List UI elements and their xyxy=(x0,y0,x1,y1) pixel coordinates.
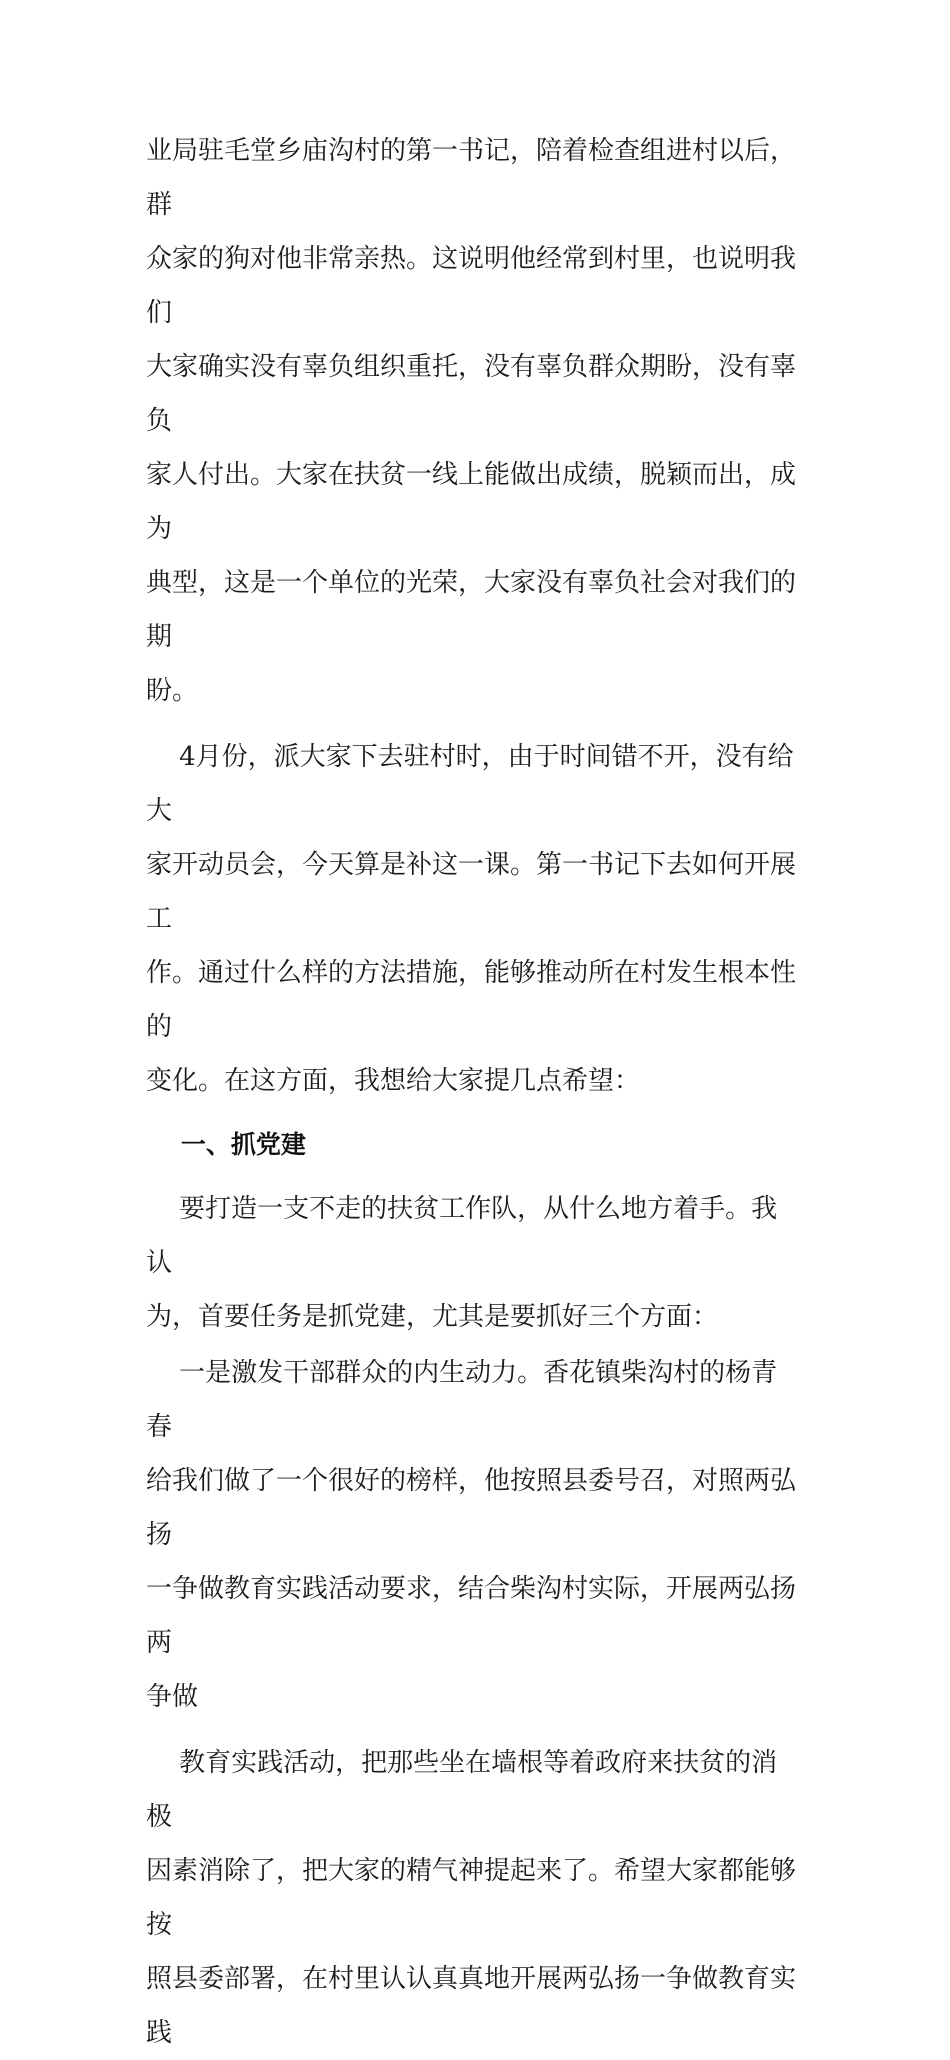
text-line: 众家的狗对他非常亲热。这说明他经常到村里，也说明我们 xyxy=(146,244,797,328)
text-line: 一是激发干部群众的内生动力。香花镇柴沟村的杨青春 xyxy=(146,1358,778,1442)
text-line: 典型，这是一个单位的光荣，大家没有辜负社会对我们的期 xyxy=(146,568,797,652)
text-line: 为，首要任务是抓党建，尤其是要抓好三个方面： xyxy=(146,1302,719,1332)
text-line: 教育实践活动，把那些坐在墙根等着政府来扶贫的消极 xyxy=(146,1748,778,1832)
text-line: 4月份，派大家下去驻村时，由于时间错不开，没有给大 xyxy=(146,742,794,826)
text-line: 家人付出。大家在扶贫一线上能做出成绩，脱颖而出，成为 xyxy=(146,460,797,544)
text-line: 大家确实没有辜负组织重托，没有辜负群众期盼，没有辜负 xyxy=(146,352,797,436)
text-line: 家开动员会，今天算是补这一课。第一书记下去如何开展工 xyxy=(146,850,797,934)
paragraph-3 xyxy=(146,1182,796,1344)
paragraph-4 xyxy=(146,1346,796,1724)
text-line: 作。通过什么样的方法措施，能够推动所在村发生根本性的 xyxy=(146,958,797,1042)
text-line: 照县委部署，在村里认认真真地开展两弘扬一争做教育实践 xyxy=(146,1964,797,2048)
paragraph-1 xyxy=(146,124,796,718)
section-heading-1 xyxy=(146,1118,796,1172)
text-line: 因素消除了，把大家的精气神提起来了。希望大家都能够按 xyxy=(146,1856,797,1940)
text-line: 变化。在这方面，我想给大家提几点希望： xyxy=(146,1066,641,1096)
text-line: 争做 xyxy=(146,1682,199,1712)
paragraph-5 xyxy=(146,1736,796,2060)
paragraph-2 xyxy=(146,730,796,1108)
section-heading: 一、抓党建 xyxy=(146,1130,306,1159)
text-line: 盼。 xyxy=(146,676,199,706)
text-line: 业局驻毛堂乡庙沟村的第一书记，陪着检查组进村以后，群 xyxy=(146,136,797,220)
text-line: 一争做教育实践活动要求，结合柴沟村实际，开展两弘扬两 xyxy=(146,1574,797,1658)
document-body xyxy=(146,124,796,2060)
text-line: 给我们做了一个很好的榜样，他按照县委号召，对照两弘扬 xyxy=(146,1466,797,1550)
text-line: 要打造一支不走的扶贫工作队，从什么地方着手。我认 xyxy=(146,1194,778,1278)
